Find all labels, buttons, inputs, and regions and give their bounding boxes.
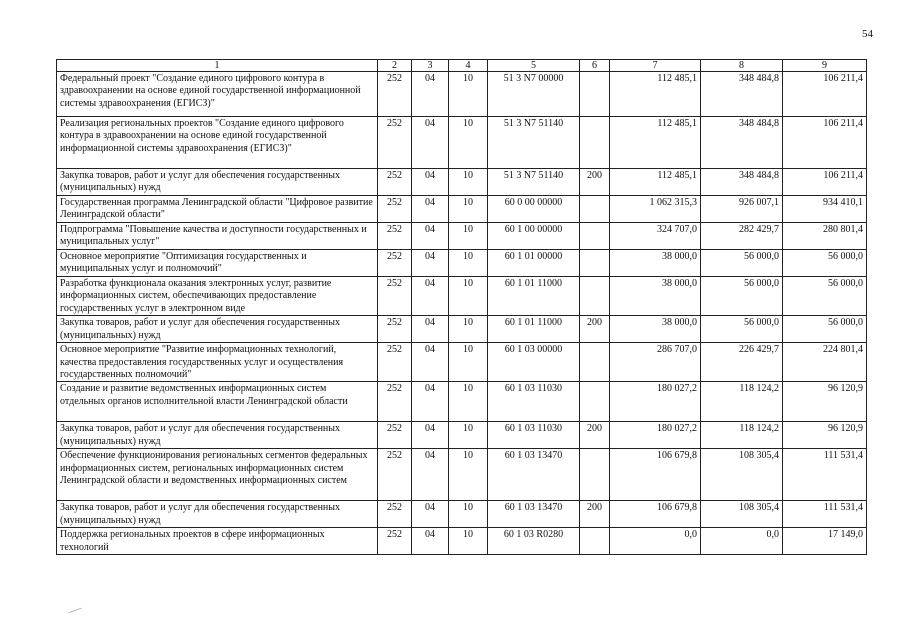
amount-col9-cell: 56 000,0: [783, 250, 867, 277]
code-expense-type-cell: [580, 72, 610, 117]
amount-col8-cell: 118 124,2: [701, 382, 783, 422]
code-subsection-cell: 10: [449, 250, 488, 277]
code-section-cell: 04: [412, 343, 449, 382]
code-target-cell: 60 1 01 11000: [488, 277, 580, 316]
amount-col8-cell: 108 305,4: [701, 501, 783, 528]
table-row: [57, 343, 867, 382]
code-admin-cell: 252: [378, 250, 412, 277]
amount-col7-cell: 112 485,1: [610, 72, 701, 117]
row-name-cell: Закупка товаров, работ и услуг для обеспечения государственных (муниципальных) нужд: [57, 169, 378, 196]
code-target-cell: 60 1 03 13470: [488, 501, 580, 528]
code-target-cell: 60 1 01 00000: [488, 250, 580, 277]
code-section-cell: 04: [412, 501, 449, 528]
column-header: 8: [701, 60, 783, 72]
code-admin-cell: 252: [378, 277, 412, 316]
table-row: [57, 117, 867, 169]
code-expense-type-cell: [580, 382, 610, 422]
row-name-cell: Разработка функционала оказания электронных услуг, развитие информационных систем, обеспечивающих предоставление государственных услуг в электронном виде: [57, 277, 378, 316]
code-admin-cell: 252: [378, 343, 412, 382]
code-target-cell: 51 3 N7 51140: [488, 117, 580, 169]
row-name-cell: Обеспечение функционирования региональных сегментов федеральных информационных систем, региональных информационных систем Ленинградской области и ведомственных информационных систем: [57, 449, 378, 501]
amount-col8-cell: 282 429,7: [701, 223, 783, 250]
code-subsection-cell: 10: [449, 528, 488, 555]
code-expense-type-cell: 200: [580, 316, 610, 343]
code-subsection-cell: 10: [449, 277, 488, 316]
amount-col7-cell: 112 485,1: [610, 117, 701, 169]
row-name-cell: Подпрограмма "Повышение качества и доступности государственных и муниципальных услуг": [57, 223, 378, 250]
column-header: 1: [57, 60, 378, 72]
table-row: [57, 501, 867, 528]
code-target-cell: 60 1 03 13470: [488, 449, 580, 501]
amount-col7-cell: 180 027,2: [610, 422, 701, 449]
code-subsection-cell: 10: [449, 382, 488, 422]
amount-col7-cell: 324 707,0: [610, 223, 701, 250]
amount-col8-cell: 56 000,0: [701, 316, 783, 343]
budget-table: [56, 59, 867, 555]
amount-col7-cell: 180 027,2: [610, 382, 701, 422]
amount-col8-cell: 118 124,2: [701, 422, 783, 449]
table-row: [57, 449, 867, 501]
amount-col9-cell: 106 211,4: [783, 117, 867, 169]
amount-col8-cell: 348 484,8: [701, 169, 783, 196]
code-target-cell: 60 1 01 11000: [488, 316, 580, 343]
amount-col9-cell: 106 211,4: [783, 72, 867, 117]
code-admin-cell: 252: [378, 501, 412, 528]
code-section-cell: 04: [412, 169, 449, 196]
code-expense-type-cell: [580, 117, 610, 169]
row-name-cell: Закупка товаров, работ и услуг для обеспечения государственных (муниципальных) нужд: [57, 422, 378, 449]
amount-col9-cell: 106 211,4: [783, 169, 867, 196]
table-row: [57, 169, 867, 196]
code-subsection-cell: 10: [449, 72, 488, 117]
row-name-cell: Федеральный проект "Создание единого цифрового контура в здравоохранении на основе единой государственной информационной системы здравоохранения (ЕГИСЗ)": [57, 72, 378, 117]
amount-col7-cell: 38 000,0: [610, 250, 701, 277]
row-name-cell: Государственная программа Ленинградской области "Цифровое развитие Ленинградской области": [57, 196, 378, 223]
amount-col8-cell: 348 484,8: [701, 117, 783, 169]
code-section-cell: 04: [412, 223, 449, 250]
table-row: [57, 72, 867, 117]
row-name-cell: Закупка товаров, работ и услуг для обеспечения государственных (муниципальных) нужд: [57, 316, 378, 343]
code-expense-type-cell: 200: [580, 422, 610, 449]
amount-col9-cell: 111 531,4: [783, 501, 867, 528]
amount-col8-cell: 348 484,8: [701, 72, 783, 117]
amount-col9-cell: 17 149,0: [783, 528, 867, 555]
code-target-cell: 51 3 N7 51140: [488, 169, 580, 196]
amount-col9-cell: 934 410,1: [783, 196, 867, 223]
amount-col8-cell: 926 007,1: [701, 196, 783, 223]
code-section-cell: 04: [412, 117, 449, 169]
column-header: 2: [378, 60, 412, 72]
row-name-cell: Закупка товаров, работ и услуг для обеспечения государственных (муниципальных) нужд: [57, 501, 378, 528]
code-admin-cell: 252: [378, 196, 412, 223]
amount-col7-cell: 0,0: [610, 528, 701, 555]
amount-col9-cell: 96 120,9: [783, 422, 867, 449]
amount-col8-cell: 0,0: [701, 528, 783, 555]
code-subsection-cell: 10: [449, 117, 488, 169]
code-subsection-cell: 10: [449, 449, 488, 501]
header-row: [57, 60, 867, 72]
amount-col9-cell: 96 120,9: [783, 382, 867, 422]
code-section-cell: 04: [412, 382, 449, 422]
amount-col7-cell: 286 707,0: [610, 343, 701, 382]
table-row: [57, 316, 867, 343]
code-admin-cell: 252: [378, 382, 412, 422]
amount-col7-cell: 106 679,8: [610, 449, 701, 501]
column-header: 3: [412, 60, 449, 72]
code-section-cell: 04: [412, 422, 449, 449]
amount-col9-cell: 56 000,0: [783, 277, 867, 316]
code-target-cell: 60 1 03 11030: [488, 422, 580, 449]
amount-col7-cell: 112 485,1: [610, 169, 701, 196]
code-expense-type-cell: [580, 250, 610, 277]
amount-col8-cell: 56 000,0: [701, 250, 783, 277]
code-subsection-cell: 10: [449, 501, 488, 528]
column-header: 5: [488, 60, 580, 72]
row-name-cell: Основное мероприятие "Развитие информационных технологий, качества предоставления государственных услуг и осуществления государственных полномочий": [57, 343, 378, 382]
code-target-cell: 60 1 03 00000: [488, 343, 580, 382]
code-admin-cell: 252: [378, 117, 412, 169]
table-row: [57, 250, 867, 277]
code-target-cell: 60 0 00 00000: [488, 196, 580, 223]
amount-col9-cell: 280 801,4: [783, 223, 867, 250]
code-admin-cell: 252: [378, 422, 412, 449]
code-subsection-cell: 10: [449, 223, 488, 250]
row-name-cell: Поддержка региональных проектов в сфере информационных технологий: [57, 528, 378, 555]
row-name-cell: Основное мероприятие "Оптимизация государственных и муниципальных услуг и полномочий": [57, 250, 378, 277]
code-subsection-cell: 10: [449, 196, 488, 223]
amount-col8-cell: 108 305,4: [701, 449, 783, 501]
code-expense-type-cell: 200: [580, 169, 610, 196]
code-section-cell: 04: [412, 316, 449, 343]
code-section-cell: 04: [412, 277, 449, 316]
code-target-cell: 51 3 N7 00000: [488, 72, 580, 117]
amount-col7-cell: 106 679,8: [610, 501, 701, 528]
code-expense-type-cell: [580, 277, 610, 316]
column-header: 4: [449, 60, 488, 72]
code-target-cell: 60 1 03 11030: [488, 382, 580, 422]
code-subsection-cell: 10: [449, 169, 488, 196]
code-section-cell: 04: [412, 196, 449, 223]
code-section-cell: 04: [412, 449, 449, 501]
column-header: 9: [783, 60, 867, 72]
amount-col9-cell: 224 801,4: [783, 343, 867, 382]
column-header: 7: [610, 60, 701, 72]
code-section-cell: 04: [412, 250, 449, 277]
amount-col7-cell: 38 000,0: [610, 277, 701, 316]
column-header: 6: [580, 60, 610, 72]
row-name-cell: Создание и развитие ведомственных информационных систем отдельных органов исполнительной власти Ленинградской области: [57, 382, 378, 422]
code-subsection-cell: 10: [449, 422, 488, 449]
table-row: [57, 382, 867, 422]
code-target-cell: 60 1 03 R0280: [488, 528, 580, 555]
code-expense-type-cell: 200: [580, 501, 610, 528]
code-expense-type-cell: [580, 449, 610, 501]
code-expense-type-cell: [580, 223, 610, 250]
amount-col8-cell: 56 000,0: [701, 277, 783, 316]
amount-col8-cell: 226 429,7: [701, 343, 783, 382]
amount-col9-cell: 56 000,0: [783, 316, 867, 343]
code-target-cell: 60 1 00 00000: [488, 223, 580, 250]
amount-col7-cell: 38 000,0: [610, 316, 701, 343]
code-section-cell: 04: [412, 72, 449, 117]
code-admin-cell: 252: [378, 449, 412, 501]
code-admin-cell: 252: [378, 72, 412, 117]
code-admin-cell: 252: [378, 316, 412, 343]
code-expense-type-cell: [580, 528, 610, 555]
code-subsection-cell: 10: [449, 316, 488, 343]
table-row: [57, 528, 867, 555]
code-subsection-cell: 10: [449, 343, 488, 382]
page-number: 54: [862, 28, 873, 40]
table-row: [57, 422, 867, 449]
amount-col9-cell: 111 531,4: [783, 449, 867, 501]
code-admin-cell: 252: [378, 169, 412, 196]
amount-col7-cell: 1 062 315,3: [610, 196, 701, 223]
table-row: [57, 277, 867, 316]
row-name-cell: Реализация региональных проектов "Создание единого цифрового контура в здравоохранении на основе единой государственной информационной системы здравоохранения (ЕГИСЗ)": [57, 117, 378, 169]
code-admin-cell: 252: [378, 528, 412, 555]
table-row: [57, 196, 867, 223]
code-admin-cell: 252: [378, 223, 412, 250]
table-row: [57, 223, 867, 250]
stray-mark: [68, 608, 81, 614]
code-section-cell: 04: [412, 528, 449, 555]
code-expense-type-cell: [580, 343, 610, 382]
code-expense-type-cell: [580, 196, 610, 223]
